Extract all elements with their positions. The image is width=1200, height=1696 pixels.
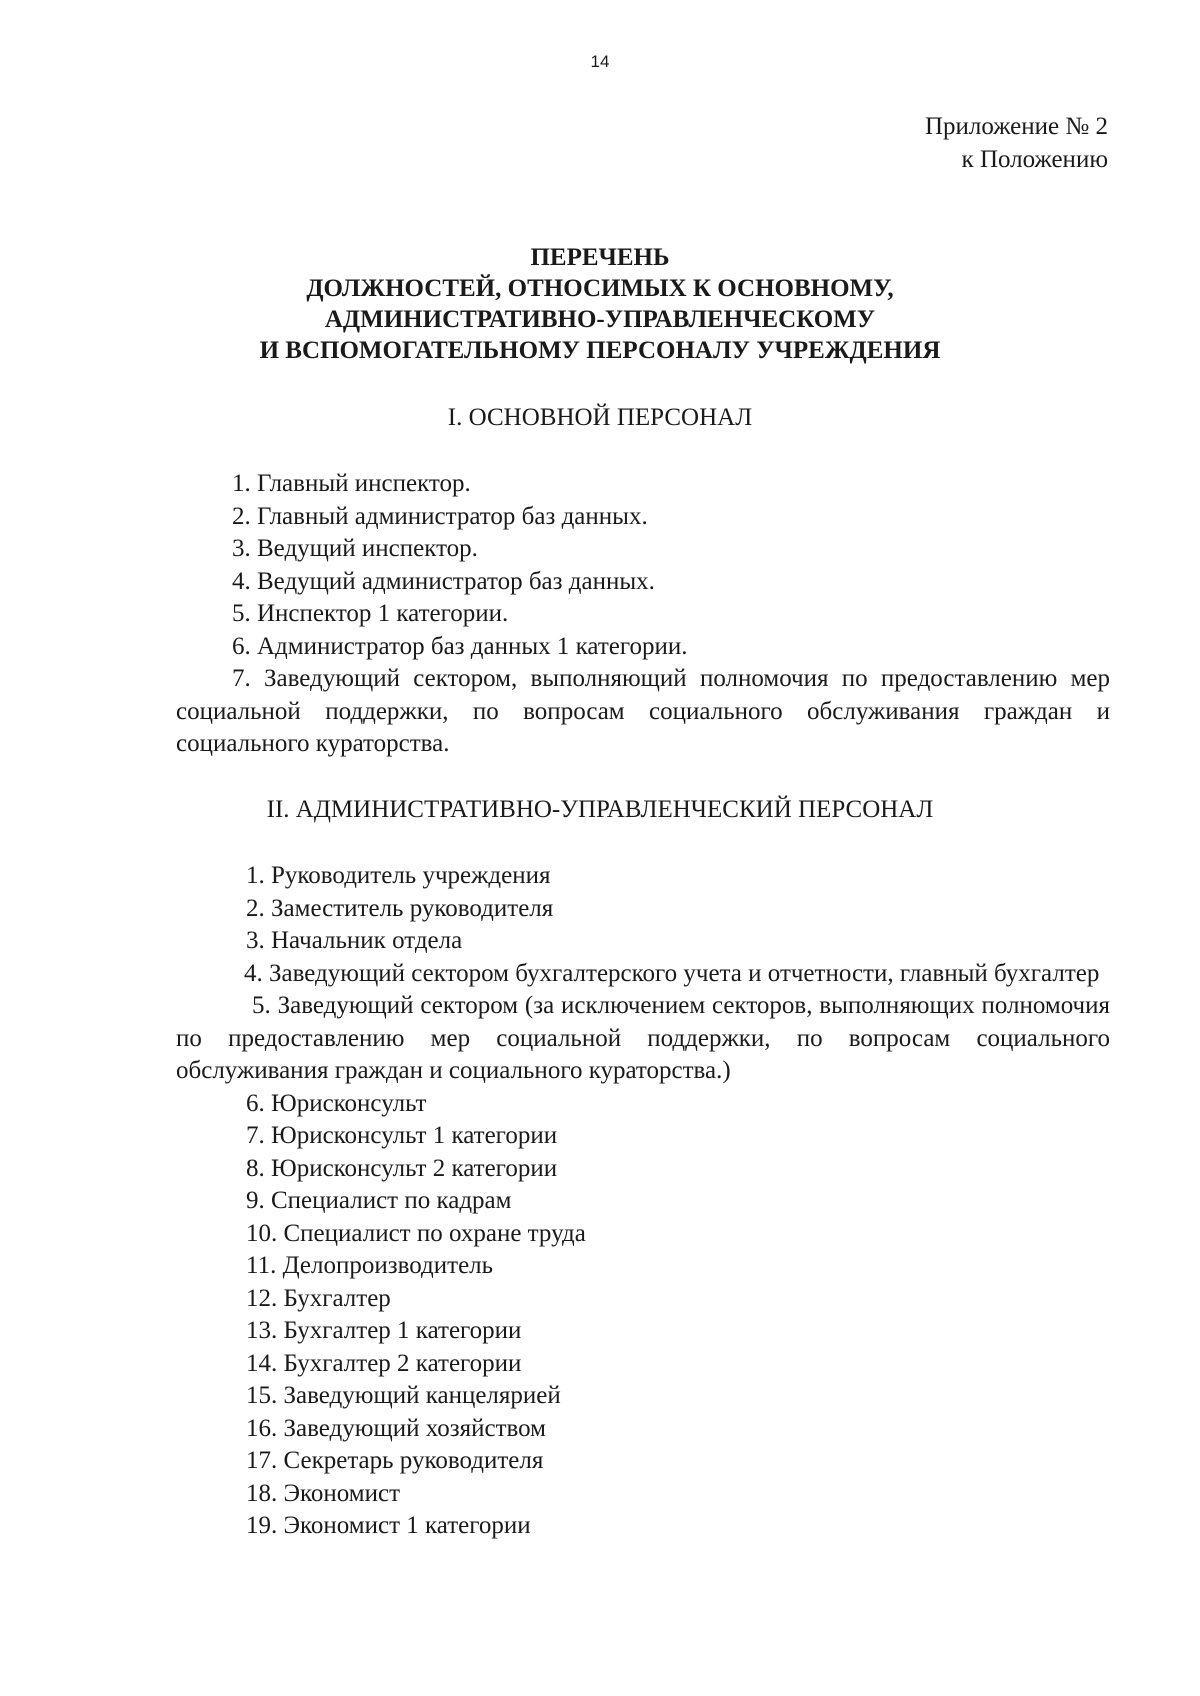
list-item: 5. Заведующий сектором (за исключением секторов, выполняющих полномочия по предоставлению мер социальной поддержки, по вопросам социального обслуживания граждан и социального кураторства.) — [176, 992, 1110, 1084]
list-item: 15. Заведующий канцелярией — [246, 1382, 561, 1409]
section-2-list — [176, 860, 1110, 1543]
list-item: 7. Заведующий сектором, выполняющий полномочия по предоставлению мер социальной поддержки, по вопросам социального обслуживания граждан и социального кураторства. — [176, 665, 1110, 757]
list-item: 9. Специалист по кадрам — [246, 1187, 512, 1214]
list-item: 6. Юрисконсульт — [246, 1089, 427, 1117]
list-item: 19. Экономист 1 категории — [246, 1512, 531, 1539]
list-item: 13. Бухгалтер 1 категории — [246, 1317, 522, 1344]
title-line-4: И ВСПОМОГАТЕЛЬНОМУ ПЕРСОНАЛУ УЧРЕЖДЕНИЯ — [259, 337, 941, 364]
list-item: 16. Заведующий хозяйством — [246, 1414, 546, 1442]
list-item: 17. Секретарь руководителя — [246, 1447, 544, 1474]
list-item: 6. Администратор баз данных 1 категории. — [232, 632, 688, 660]
list-item: 1. Руководитель учреждения — [246, 862, 551, 889]
list-item: 7. Юрисконсульт 1 категории — [246, 1122, 558, 1149]
list-item: 4. Заведующий сектором бухгалтерского учета и отчетности, главный бухгалтер — [244, 959, 1100, 987]
section-1-list — [176, 468, 1110, 761]
appendix-line-2: к Положению — [961, 146, 1108, 173]
list-item: 3. Ведущий инспектор. — [232, 535, 478, 562]
title-line-2: ДОЛЖНОСТЕЙ, ОТНОСИМЫХ К ОСНОВНОМУ, — [306, 275, 894, 302]
list-item: 2. Заместитель руководителя — [246, 894, 554, 922]
section-2-heading: II. АДМИНИСТРАТИВНО-УПРАВЛЕНЧЕСКИЙ ПЕРСОНАЛ — [266, 796, 934, 823]
list-item: 4. Ведущий администратор баз данных. — [232, 567, 655, 595]
list-item: 2. Главный администратор баз данных. — [232, 502, 648, 530]
appendix-label — [925, 110, 1108, 176]
list-item: 5. Инспектор 1 категории. — [232, 600, 509, 627]
section-1-heading: I. ОСНОВНОЙ ПЕРСОНАЛ — [447, 404, 753, 431]
list-item: 11. Делопроизводитель — [246, 1252, 494, 1279]
title-line-3: АДМИНИСТРАТИВНО-УПРАВЛЕНЧЕСКОМУ — [324, 306, 876, 333]
document-title — [0, 242, 1200, 366]
list-item: 14. Бухгалтер 2 категории — [246, 1349, 522, 1377]
list-item: 3. Начальник отдела — [246, 927, 463, 954]
list-item: 12. Бухгалтер — [246, 1284, 391, 1312]
list-item: 8. Юрисконсульт 2 категории — [246, 1154, 558, 1182]
page-number: 14 — [590, 52, 610, 71]
list-item: 1. Главный инспектор. — [232, 470, 471, 497]
appendix-line-1: Приложение № 2 — [924, 113, 1108, 140]
list-item: 18. Экономист — [246, 1479, 401, 1507]
title-line-1: ПЕРЕЧЕНЬ — [530, 244, 670, 271]
list-item: 10. Специалист по охране труда — [246, 1219, 586, 1247]
